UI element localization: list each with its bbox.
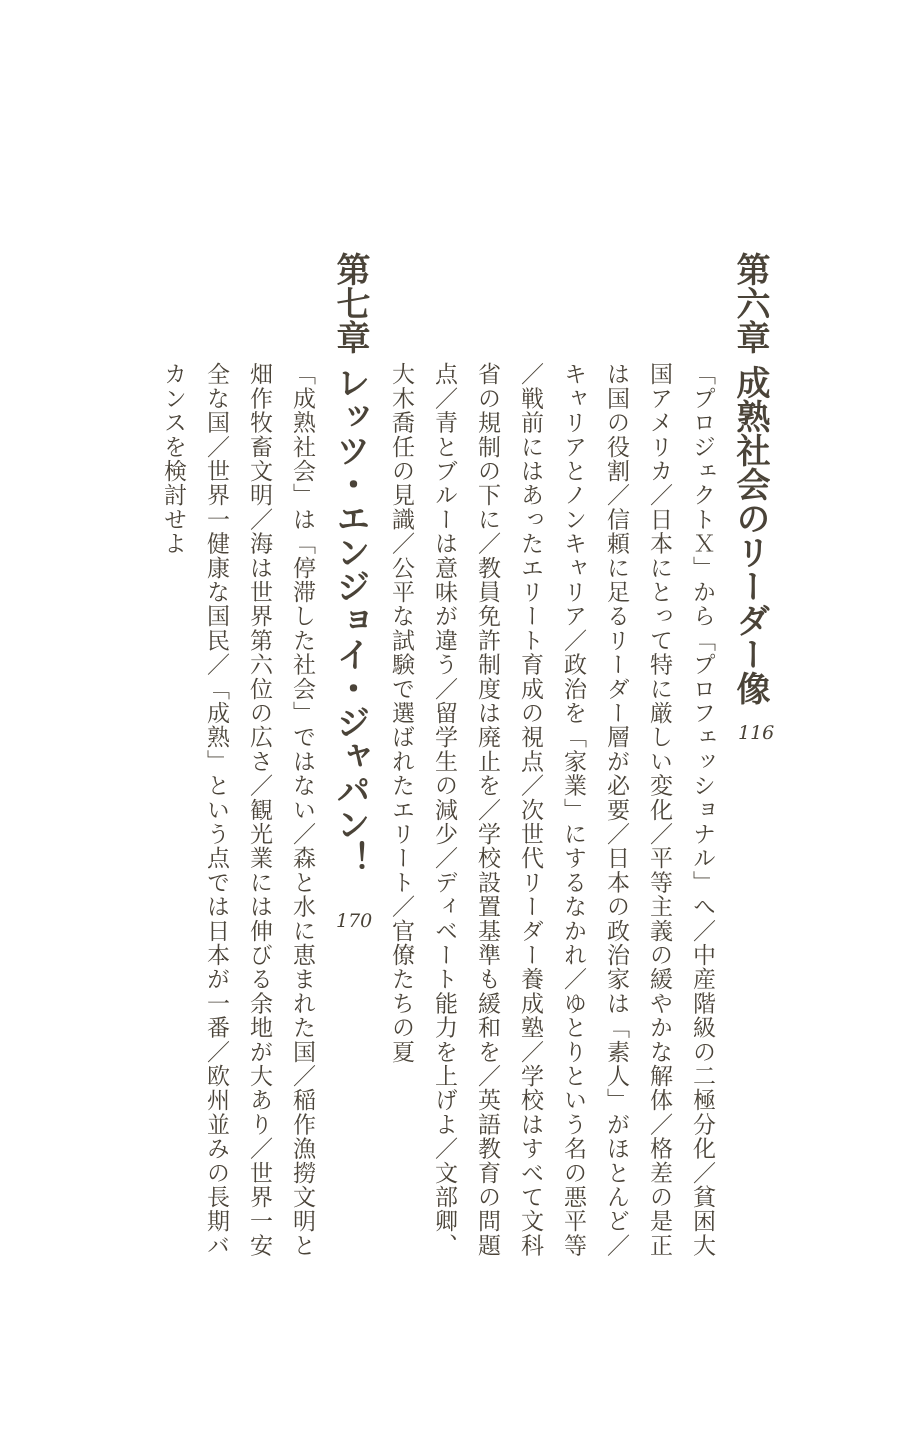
chapter7-page-number: 170: [336, 910, 373, 932]
chapter6-line-5: ／戦前にはあったエリート育成の視点／次世代リーダー養成塾／学校はすべて文科: [517, 362, 543, 1258]
chapter6-label: 第六章: [730, 252, 770, 354]
chapter7-line-2: 畑作牧畜文明／海は世界第六位の広さ／観光業には伸びる余地が大あり／世界一安: [246, 362, 272, 1258]
chapter7-label: 第七章: [330, 252, 370, 354]
chapter6-page-number: 116: [738, 722, 775, 744]
chapter6-line-8: 大木喬任の見識／公平な試験で選ばれたエリート／官僚たちの夏: [388, 362, 414, 1064]
chapter7-title: レッツ・エンジョイ・ジャパン！: [330, 365, 370, 875]
chapter6-line-7: 点／青とブルーは意味が違う／留学生の減少／ディベート能力を上げよ／文部卿、: [431, 362, 457, 1258]
chapter6-line-2: 国アメリカ／日本にとって特に厳しい変化／平等主義の緩やかな解体／格差の是正: [646, 362, 672, 1258]
chapter6-line-4: キャリアとノンキャリア／政治を「家業」にするなかれ／ゆとりという名の悪平等: [560, 362, 586, 1258]
chapter7-line-3: 全な国／世界一健康な国民／「成熟」という点では日本が一番／欧州並みの長期バ: [203, 362, 229, 1258]
chapter6-title: 成熟社会のリーダー像: [730, 365, 770, 705]
chapter6-line-6: 省の規制の下に／教員免許制度は廃止を／学校設置基準も緩和を／英語教育の問題: [474, 362, 500, 1258]
chapter6-line-1: 「プロジェクトＸ」から「プロフェッショナル」へ／中産階級の二極分化／貧困大: [689, 362, 715, 1258]
chapter7-line-4: カンスを検討せよ: [160, 362, 186, 556]
chapter7-line-1: 「成熟社会」は「停滞した社会」ではない／森と水に恵まれた国／稲作漁撈文明と: [289, 362, 315, 1258]
chapter6-line-3: は国の役割／信頼に足るリーダー層が必要／日本の政治家は「素人」がほとんど／: [603, 362, 629, 1258]
